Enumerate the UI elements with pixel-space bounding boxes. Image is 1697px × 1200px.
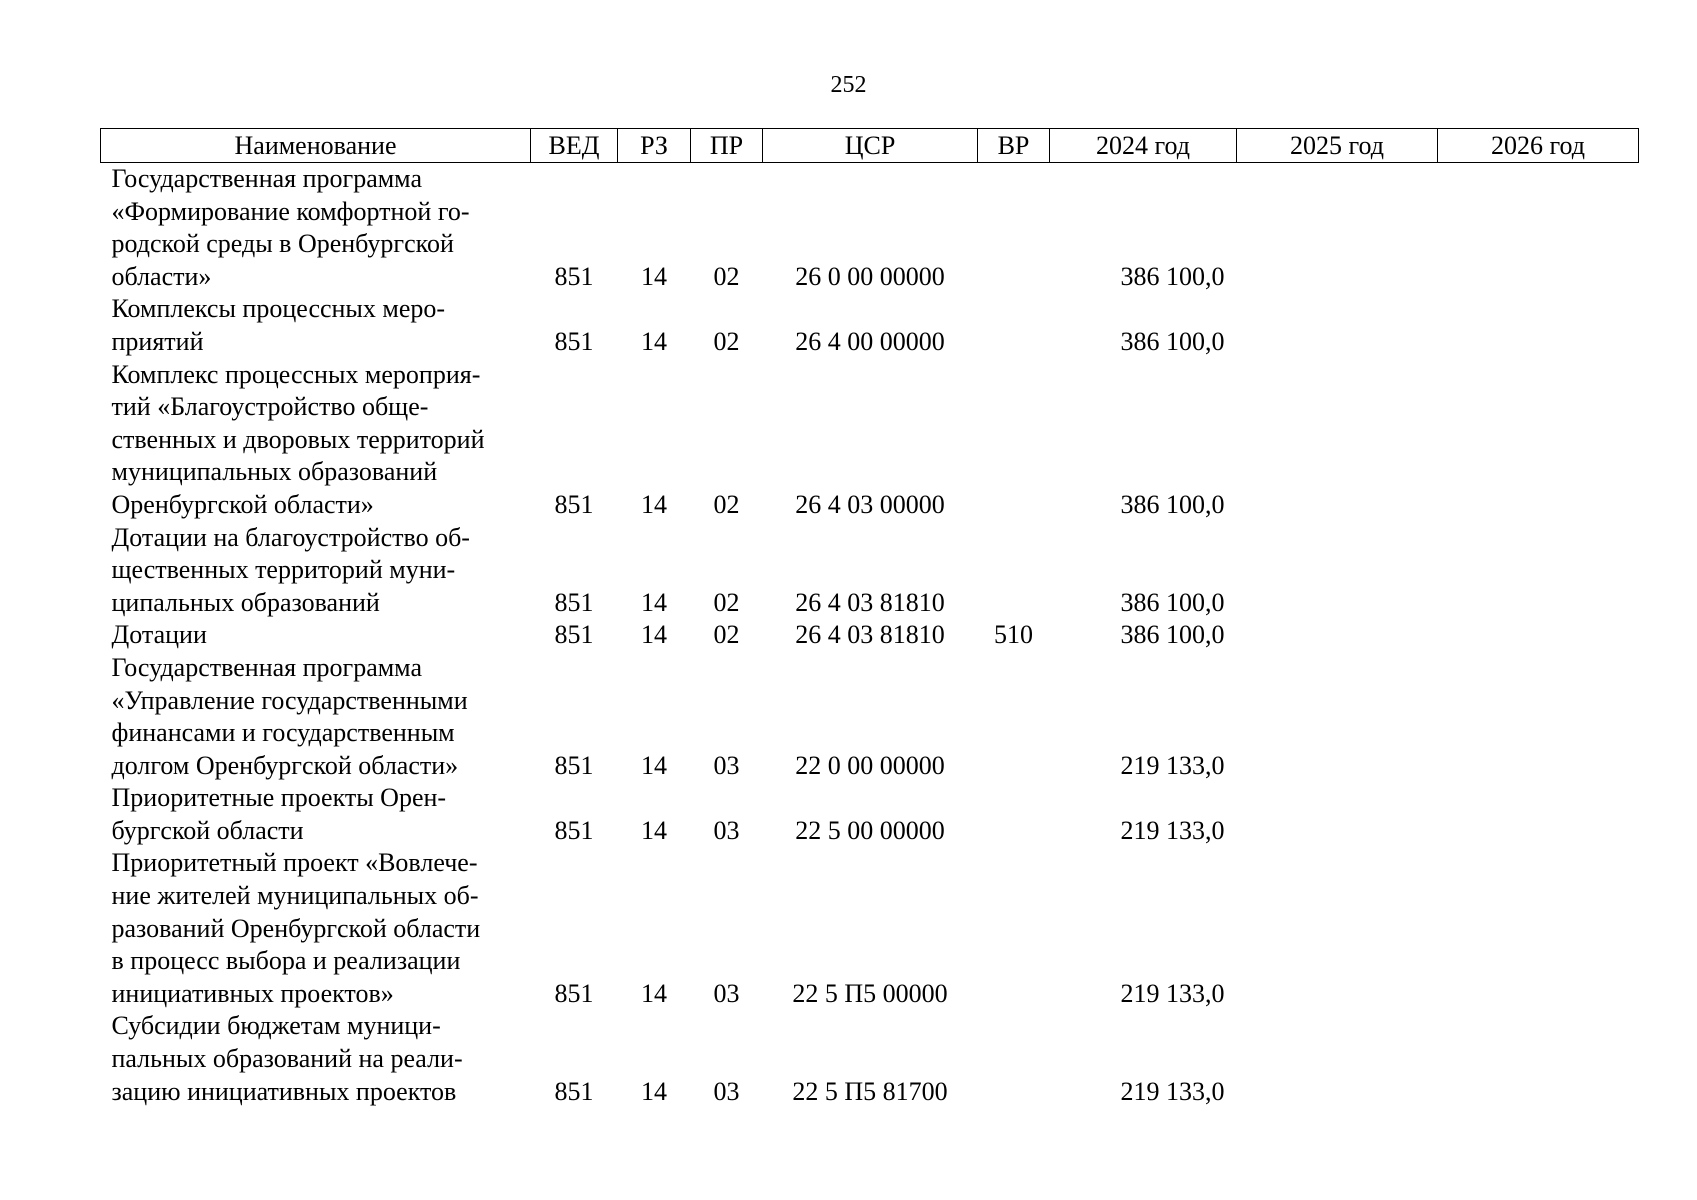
row-amount-2026 xyxy=(1438,652,1639,782)
row-name xyxy=(101,1010,531,1108)
row-name-line: ние жителей муниципальных об- xyxy=(111,881,479,911)
row-amount-2024: 386 100,0 xyxy=(1120,587,1225,617)
row-amount-2025 xyxy=(1237,359,1438,522)
row-name xyxy=(101,163,531,294)
row-ved: 851 xyxy=(554,1076,594,1106)
row-name xyxy=(101,522,531,620)
row-csr: 26 4 00 00000 xyxy=(795,326,945,356)
row-amount-2024: 219 133,0 xyxy=(1120,815,1225,845)
row-name-line: Оренбургской области» xyxy=(111,489,374,519)
row-amount-2025 xyxy=(1237,522,1438,620)
row-amount-2026 xyxy=(1438,1010,1639,1108)
row-ved: 851 xyxy=(554,587,594,617)
row-name-line: Комплекс процессных мероприя- xyxy=(111,359,481,389)
row-amount-2025 xyxy=(1237,293,1438,358)
row-name-line: Приоритетный проект «Вовлече- xyxy=(111,848,478,878)
table-row xyxy=(101,359,1639,522)
table-row xyxy=(101,782,1639,847)
row-name-line: щественных территорий муни- xyxy=(111,555,456,585)
row-name-line: Приоритетные проекты Орен- xyxy=(111,783,447,813)
row-pr: 02 xyxy=(713,620,740,650)
table-row xyxy=(101,1010,1639,1108)
row-name-line: Субсидии бюджетам муници- xyxy=(111,1011,441,1041)
row-amount-2025 xyxy=(1237,782,1438,847)
row-amount-2025 xyxy=(1237,163,1438,294)
row-vr xyxy=(978,359,1050,522)
row-rz: 14 xyxy=(641,261,667,291)
table-header-row xyxy=(101,129,1639,163)
row-name-line: «Формирование комфортной го- xyxy=(111,196,470,226)
row-ved: 851 xyxy=(554,815,594,845)
row-amount-2024: 386 100,0 xyxy=(1120,489,1225,519)
row-amount-2026 xyxy=(1438,163,1639,294)
row-pr: 02 xyxy=(713,587,740,617)
row-amount-2025 xyxy=(1237,652,1438,782)
row-name-line: долгом Оренбургской области» xyxy=(111,750,459,780)
row-vr: 510 xyxy=(994,620,1033,650)
row-amount-2025 xyxy=(1237,847,1438,1010)
table-row xyxy=(101,619,1639,652)
row-amount-2026 xyxy=(1438,847,1639,1010)
row-ved: 851 xyxy=(554,489,594,519)
header-csr: ЦСР xyxy=(763,129,978,163)
row-amount-2026 xyxy=(1438,293,1639,358)
row-amount-2024: 219 133,0 xyxy=(1120,978,1225,1008)
row-name xyxy=(101,782,531,847)
row-pr: 02 xyxy=(713,489,740,519)
row-pr: 02 xyxy=(713,261,740,291)
row-csr: 22 5 П5 00000 xyxy=(792,978,948,1008)
row-vr xyxy=(978,652,1050,782)
row-name-line: Комплексы процессных меро- xyxy=(111,294,446,324)
row-ved: 851 xyxy=(554,750,594,780)
header-2025: 2025 год xyxy=(1237,129,1438,163)
row-name-line: финансами и государственным xyxy=(111,718,455,748)
row-vr xyxy=(978,782,1050,847)
row-name-line: бургской области xyxy=(111,815,304,845)
header-rz: РЗ xyxy=(618,129,691,163)
row-rz: 14 xyxy=(641,750,667,780)
header-2026: 2026 год xyxy=(1438,129,1639,163)
row-name-line: разований Оренбургской области xyxy=(111,913,481,943)
row-ved: 851 xyxy=(554,620,594,650)
row-pr: 03 xyxy=(713,815,740,845)
row-name-line: ципальных образований xyxy=(111,587,380,617)
row-amount-2024: 386 100,0 xyxy=(1120,326,1225,356)
row-name-line: приятий xyxy=(111,326,204,356)
row-name-line: Государственная программа xyxy=(111,164,423,193)
row-csr: 26 4 03 81810 xyxy=(795,620,945,650)
row-amount-2026 xyxy=(1438,619,1639,652)
row-csr: 22 0 00 00000 xyxy=(795,750,945,780)
row-name-line: пальных образований на реали- xyxy=(111,1044,463,1074)
row-csr: 26 4 03 81810 xyxy=(795,587,945,617)
row-amount-2026 xyxy=(1438,522,1639,620)
header-vr: ВР xyxy=(978,129,1050,163)
row-pr: 03 xyxy=(713,1076,740,1106)
row-name-line: тий «Благоустройство обще- xyxy=(111,392,429,422)
row-amount-2024: 386 100,0 xyxy=(1120,261,1225,291)
row-amount-2026 xyxy=(1438,782,1639,847)
row-name xyxy=(101,652,531,782)
row-amount-2025 xyxy=(1237,619,1438,652)
row-name xyxy=(101,359,531,522)
row-pr: 02 xyxy=(713,326,740,356)
header-ved: ВЕД xyxy=(531,129,618,163)
row-name-line: ственных и дворовых территорий xyxy=(111,424,485,454)
row-amount-2024: 219 133,0 xyxy=(1120,1076,1225,1106)
row-name-line: «Управление государственными xyxy=(111,685,468,715)
row-csr: 22 5 П5 81700 xyxy=(792,1076,948,1106)
row-ved: 851 xyxy=(554,261,594,291)
row-rz: 14 xyxy=(641,489,667,519)
table-row xyxy=(101,163,1639,294)
row-rz: 14 xyxy=(641,1076,667,1106)
row-amount-2024: 219 133,0 xyxy=(1120,750,1225,780)
row-vr xyxy=(978,522,1050,620)
row-rz: 14 xyxy=(641,326,667,356)
row-name xyxy=(101,293,531,358)
row-amount-2024: 386 100,0 xyxy=(1120,620,1225,650)
row-rz: 14 xyxy=(641,978,667,1008)
table-row xyxy=(101,522,1639,620)
row-name-line: Дотации на благоустройство об- xyxy=(111,522,470,552)
row-name xyxy=(101,847,531,1010)
row-name-line: инициативных проектов» xyxy=(111,978,394,1008)
row-csr: 26 0 00 00000 xyxy=(795,261,945,291)
row-name-line: Дотации xyxy=(111,620,207,650)
row-rz: 14 xyxy=(641,620,667,650)
table-row xyxy=(101,847,1639,1010)
budget-table xyxy=(100,128,1639,1108)
row-vr xyxy=(978,847,1050,1010)
header-name: Наименование xyxy=(101,129,531,163)
row-name-line: родской среды в Оренбургской xyxy=(111,229,454,259)
header-pr: ПР xyxy=(691,129,763,163)
row-vr xyxy=(978,293,1050,358)
row-csr: 22 5 00 00000 xyxy=(795,815,945,845)
row-ved: 851 xyxy=(554,326,594,356)
row-pr: 03 xyxy=(713,750,740,780)
row-name-line: области» xyxy=(111,261,212,291)
row-amount-2025 xyxy=(1237,1010,1438,1108)
row-pr: 03 xyxy=(713,978,740,1008)
header-2024: 2024 год xyxy=(1050,129,1237,163)
row-vr xyxy=(978,1010,1050,1108)
table-row xyxy=(101,652,1639,782)
row-csr: 26 4 03 00000 xyxy=(795,489,945,519)
row-ved: 851 xyxy=(554,978,594,1008)
row-amount-2026 xyxy=(1438,359,1639,522)
page-number: 252 xyxy=(830,72,867,98)
table-row xyxy=(101,293,1639,358)
row-vr xyxy=(978,163,1050,294)
row-name-line: Государственная программа xyxy=(111,652,423,682)
row-name xyxy=(101,619,531,652)
row-rz: 14 xyxy=(641,815,667,845)
row-name-line: зацию инициативных проектов xyxy=(111,1076,457,1106)
row-name-line: в процесс выбора и реализации xyxy=(111,946,461,976)
row-rz: 14 xyxy=(641,587,667,617)
table-body xyxy=(101,163,1639,1109)
row-name-line: муниципальных образований xyxy=(111,457,438,487)
